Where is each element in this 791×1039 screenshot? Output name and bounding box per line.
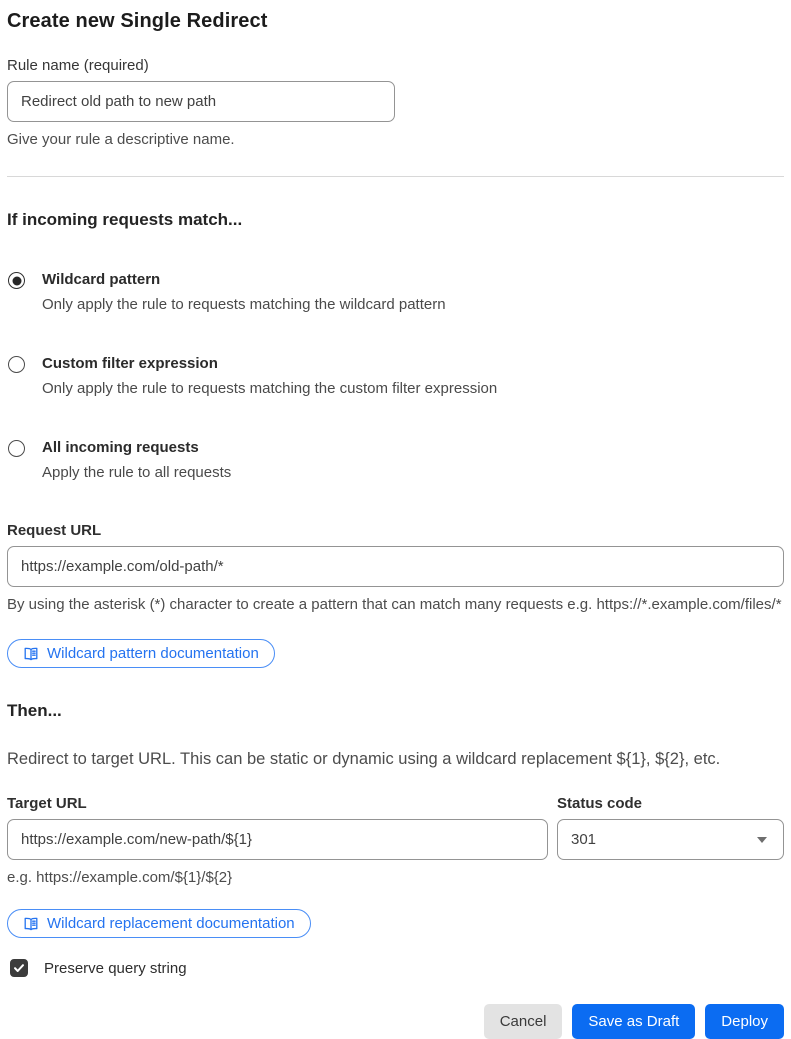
rule-name-label: Rule name (required): [7, 57, 149, 74]
chevron-down-icon: [757, 837, 767, 843]
rule-name-input[interactable]: [7, 81, 395, 122]
footer-actions: [7, 1004, 784, 1039]
rule-name-helper: Give your rule a descriptive name.: [7, 131, 235, 148]
preserve-query-string-row[interactable]: [10, 959, 784, 977]
radio-option-all-incoming-requests[interactable]: [7, 438, 784, 484]
cancel-button[interactable]: Cancel: [484, 1004, 563, 1039]
status-code-select[interactable]: [557, 819, 784, 860]
radio-button-icon[interactable]: [8, 356, 25, 373]
status-code-value: 301: [571, 831, 597, 848]
request-url-label: Request URL: [7, 522, 102, 539]
target-url-label: Target URL: [7, 795, 87, 812]
radio-label: Custom filter expression: [42, 355, 218, 372]
wildcard-replacement-docs-button[interactable]: [7, 909, 311, 938]
preserve-query-checkbox[interactable]: [10, 959, 28, 977]
open-book-icon: [23, 916, 39, 932]
checkmark-icon: [13, 962, 25, 974]
target-url-status-row: [7, 771, 784, 860]
open-book-icon: [23, 646, 39, 662]
target-url-helper: e.g. https://example.com/${1}/${2}: [7, 869, 233, 886]
radio-description: Only apply the rule to requests matching the custom filter expression: [42, 380, 498, 397]
doc-button-label: Wildcard pattern documentation: [47, 645, 259, 662]
match-section-heading: If incoming requests match...: [7, 210, 243, 229]
radio-option-custom-filter-expression[interactable]: [7, 354, 784, 400]
request-url-helper: By using the asterisk (*) character to create a pattern that can match many requests e.g. https://*.example.com/files/*: [7, 596, 782, 613]
section-divider: [7, 176, 784, 177]
radio-button-icon[interactable]: [8, 440, 25, 457]
radio-description: Only apply the rule to requests matching the wildcard pattern: [42, 296, 446, 313]
doc-button-label: Wildcard replacement documentation: [47, 915, 295, 932]
page-title: Create new Single Redirect: [7, 10, 268, 32]
radio-label: Wildcard pattern: [42, 271, 161, 288]
radio-option-wildcard-pattern[interactable]: [7, 270, 784, 316]
save-as-draft-button[interactable]: Save as Draft: [572, 1004, 695, 1039]
deploy-button[interactable]: Deploy: [705, 1004, 784, 1039]
status-code-label: Status code: [557, 795, 643, 812]
request-url-input[interactable]: [7, 546, 784, 587]
then-section-description: Redirect to target URL. This can be static or dynamic using a wildcard replacement ${1}, ${2}, etc.: [7, 750, 721, 768]
preserve-query-label: Preserve query string: [44, 959, 187, 977]
wildcard-pattern-docs-button[interactable]: [7, 639, 275, 668]
then-section-heading: Then...: [7, 701, 62, 720]
radio-label: All incoming requests: [42, 439, 199, 456]
radio-description: Apply the rule to all requests: [42, 464, 232, 481]
match-type-radio-group: [7, 270, 784, 484]
radio-button-icon[interactable]: [8, 272, 25, 289]
target-url-input[interactable]: [7, 819, 548, 860]
